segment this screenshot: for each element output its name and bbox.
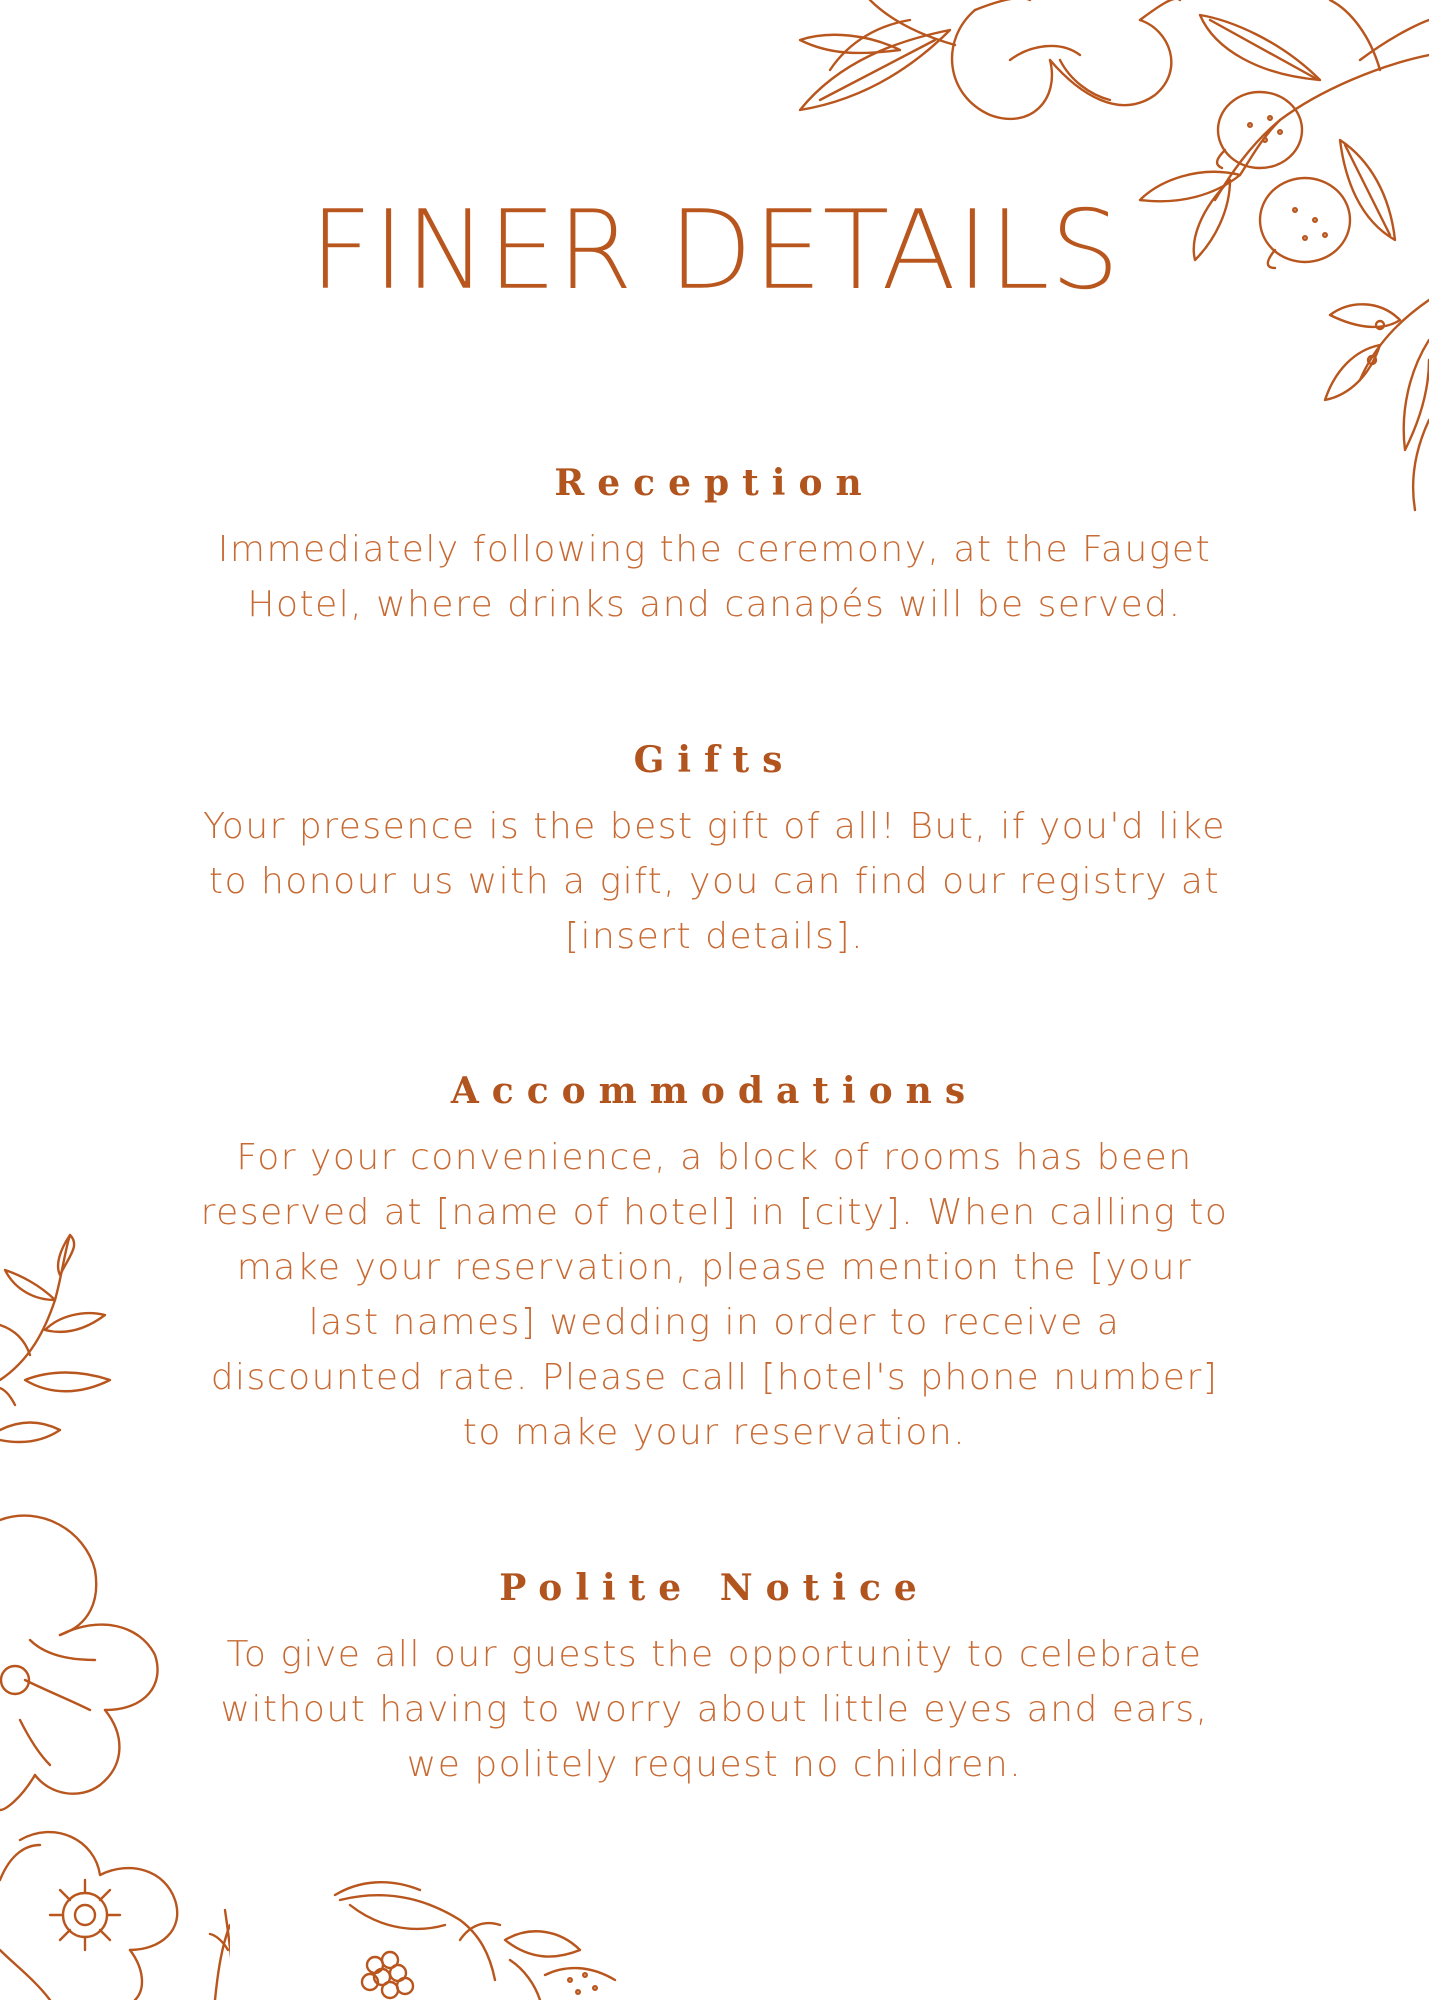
section-gifts bbox=[200, 735, 1229, 964]
section-heading: Accommodations bbox=[450, 1070, 979, 1112]
section-body: Immediately following the ceremony, at the Fauget Hotel, where drinks and canapés will be served. bbox=[217, 529, 1212, 625]
section-body: To give all our guests the opportunity to celebrate without having to worry about little eyes and ears, we politely request no children. bbox=[220, 1634, 1209, 1785]
berry-branch-icon bbox=[330, 1880, 620, 2000]
page-title: FINER DETAILS bbox=[309, 186, 1120, 314]
section-heading: Polite Notice bbox=[499, 1567, 930, 1609]
section-heading: Reception bbox=[554, 462, 875, 504]
section-accommodations bbox=[200, 1066, 1229, 1460]
section-reception bbox=[200, 458, 1229, 632]
leaf-sprig-icon bbox=[0, 1230, 130, 1470]
section-body: For your convenience, a block of rooms has been reserved at [name of hotel] in [city]. When calling to make your reservation, please mention the [your last names] wedding in order to receive a discounted rate. Please call [hotel's phone number] to make your reservation. bbox=[200, 1137, 1229, 1453]
section-polite-notice bbox=[200, 1563, 1229, 1792]
wildflower-icon bbox=[0, 1510, 230, 2000]
section-heading: Gifts bbox=[633, 739, 796, 781]
section-body: Your presence is the best gift of all! But, if you'd like to honour us with a gift, you can find our registry at [insert details]. bbox=[203, 806, 1226, 957]
